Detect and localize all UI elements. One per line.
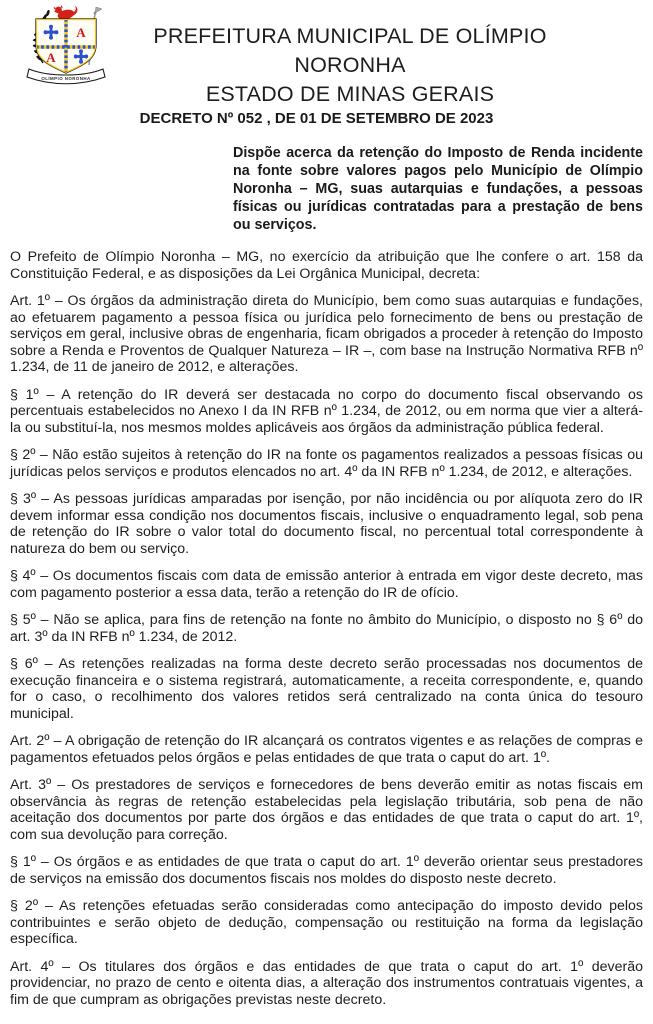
paragraph-art-1-caput: Art. 1º – Os órgãos da administração direta do Município, bem como suas autarquias e fundações, ao efetuarem pagamento a pessoa física ou jurídica pelo fornecimento de bens ou prestação de serviços em geral, inclusive obras de engenharia, ficam obrigados a proceder à retenção do Imposto sobre a Renda e Proventos de Qualquer Natureza – IR –, com base na Instrução Normativa RFB nº 1.234, de 11 de janeiro de 2012, e alterações. xyxy=(10,293,643,375)
decree-ementa: Dispõe acerca da retenção do Imposto de Renda incidente na fonte sobre valores pagos pelo Município de Olímpio Noronha – MG, suas autarquias e fundações, a pessoas físicas ou jurídicas contratadas para a prestação de bens ou serviços. xyxy=(233,145,643,233)
paragraph-art-1-par-3: § 3º – As pessoas jurídicas amparadas por isenção, por não incidência ou por alíquota zero do IR devem informar essa condição nos documentos fiscais, inclusive o enquadramento legal, sob pena de retenção do IR sobre o valor total do documento fiscal, no percentual total correspondente à natureza do bem ou serviço. xyxy=(10,491,643,557)
paragraph-art-4-caput: Art. 4º – Os titulares dos órgãos e das entidades de que trata o caput do art. 1º deverão providenciar, no prazo de cento e oitenta dias, a alteração dos instrumentos contratuais vigentes, a fim de que cumpram as obrigações previstas neste decreto. xyxy=(10,958,643,1008)
paragraph-art-1-par-4: § 4º – Os documentos fiscais com data de emissão anterior à entrada em vigor deste decreto, mas com pagamento posterior a essa data, terão a retenção do IR de ofício. xyxy=(10,568,643,601)
letterhead xyxy=(118,22,582,109)
paragraph-art-2-caput: Art. 2º – A obrigação de retenção do IR alcançará os contratos vigentes e as relações de compras e pagamentos efetuados pelos órgãos e pelas entidades de que trata o caput do art. 1º. xyxy=(10,733,643,766)
paragraph-art-3-par-2: § 2º – As retenções efetuadas serão consideradas como antecipação do imposto devido pelos contribuintes e serão objeto de dedução, compensação ou restituição na forma da legislação específica. xyxy=(10,898,643,947)
paragraph-art-1-par-6: § 6º – As retenções realizadas na forma deste decreto serão processadas nos documentos de execução financeira e o sistema registrará, automaticamente, a receita correspondente, e, quando for o caso, o recolhimento dos valores retidos será centralizado na conta única do tesouro municipal. xyxy=(10,656,643,722)
red-letter-emblem: A xyxy=(46,50,56,65)
decree-heading: DECRETO Nº 052 , DE 01 DE SETEMBRO DE 2023 xyxy=(139,110,494,127)
coat-of-arms-olimpio-noronha xyxy=(16,5,116,90)
paragraph-art-3-par-1: § 1º – Os órgãos e as entidades de que trata o caput do art. 1º deverão orientar seus prestadores de serviços na emissão dos documentos fiscais nos moldes do disposto neste decreto. xyxy=(10,854,643,887)
paragraph-preamble: O Prefeito de Olímpio Noronha – MG, no exercício da atribuição que lhe confere o art. 158 da Constituição Federal, e as disposições da Lei Orgânica Municipal, decreta: xyxy=(10,249,643,282)
paragraph-art-1-par-1: § 1º – A retenção do IR deverá ser destacada no corpo do documento fiscal observando os percentuais estabelecidos no Anexo I da IN RFB nº 1.234, de 2012, ou em norma que vier a alterá-la ou substituí-la, nos mesmos moldes aplicáveis aos órgãos da administração pública federal. xyxy=(10,386,643,436)
municipality-title: PREFEITURA MUNICIPAL DE OLÍMPIO NORONHA xyxy=(153,24,547,77)
state-title: ESTADO DE MINAS GERAIS xyxy=(205,82,495,106)
paragraph-art-3-caput: Art. 3º – Os prestadores de serviços e fornecedores de bens deverão emitir as notas fiscais em observância às regras de retenção estabelecidas pela legislação tributária, sob pena de não aceitação dos documentos por parte dos órgãos e das entidades de que trata o caput do art. 1º, com sua devolução para correção. xyxy=(10,777,643,843)
paragraph-art-1-par-2: § 2º – Não estão sujeitos à retenção do IR na fonte os pagamentos realizados a pessoas físicas ou jurídicas pelos serviços e produtos elencados no art. 4º da IN RFB nº 1.234, de 2012, e alterações. xyxy=(10,447,643,480)
shield-icon xyxy=(36,19,96,73)
red-letter-emblem: A xyxy=(76,25,86,40)
paragraph-art-1-par-5: § 5º – Não se aplica, para fins de retenção na fonte no âmbito do Município, o disposto no § 6º do art. 3º da IN RFB nº 1.234, de 2012. xyxy=(10,612,643,645)
ribbon-text: OLÍMPIO NORONHA xyxy=(41,76,91,82)
decree-body xyxy=(10,249,643,1019)
